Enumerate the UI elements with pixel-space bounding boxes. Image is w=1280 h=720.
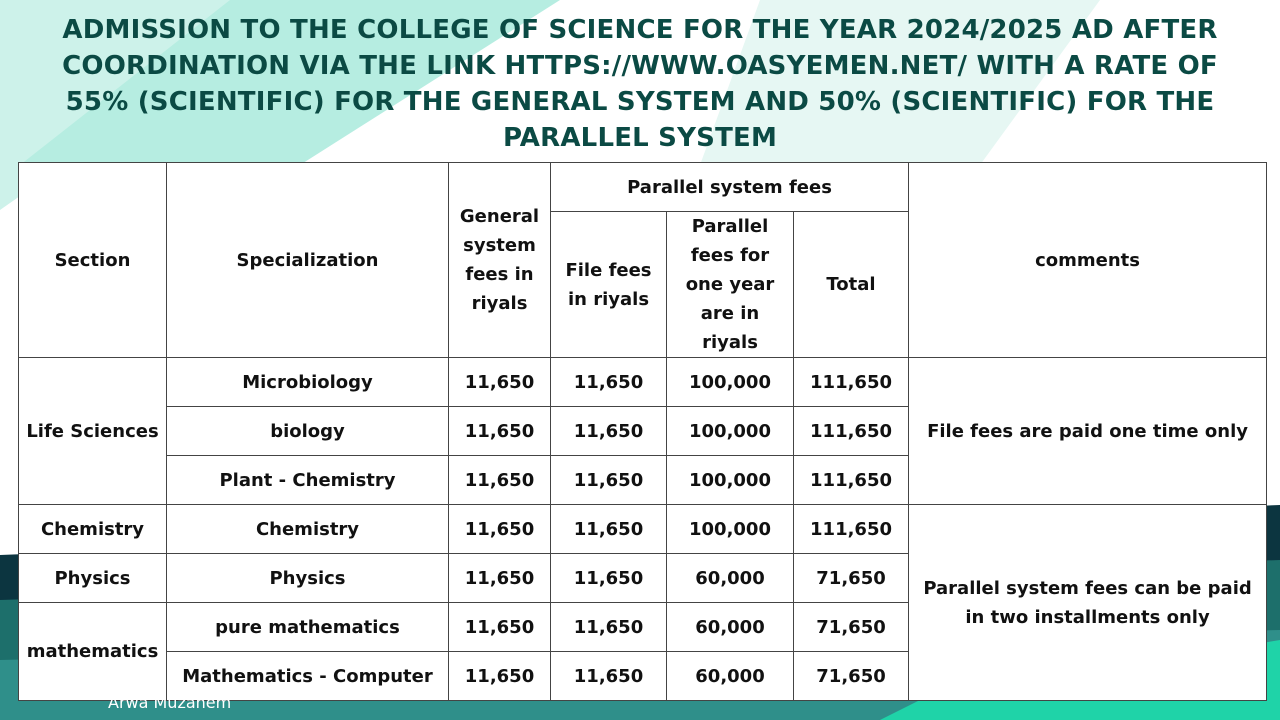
general-fees-cell: 11,650	[449, 358, 551, 407]
fees-table	[18, 162, 1267, 701]
total-cell: 71,650	[794, 603, 909, 652]
parallel-fees-cell: 100,000	[667, 505, 794, 554]
header-parallel-year: Parallel fees for one year are in riyals	[667, 212, 794, 358]
table-row	[19, 505, 1267, 554]
header-total: Total	[794, 212, 909, 358]
header-general-fees: General system fees in riyals	[449, 163, 551, 358]
specialization-cell: Chemistry	[167, 505, 449, 554]
parallel-fees-cell: 60,000	[667, 554, 794, 603]
general-fees-cell: 11,650	[449, 407, 551, 456]
table-row	[19, 358, 1267, 407]
header-file-fees: File fees in riyals	[551, 212, 667, 358]
section-cell: Life Sciences	[19, 358, 167, 505]
total-cell: 71,650	[794, 554, 909, 603]
section-cell: mathematics	[19, 603, 167, 701]
specialization-cell: Plant - Chemistry	[167, 456, 449, 505]
parallel-fees-cell: 100,000	[667, 358, 794, 407]
total-cell: 111,650	[794, 505, 909, 554]
specialization-cell: pure mathematics	[167, 603, 449, 652]
parallel-fees-cell: 100,000	[667, 407, 794, 456]
section-cell: Physics	[19, 554, 167, 603]
general-fees-cell: 11,650	[449, 652, 551, 701]
comment-cell: File fees are paid one time only	[909, 358, 1267, 505]
specialization-cell: Mathematics - Computer	[167, 652, 449, 701]
total-cell: 111,650	[794, 358, 909, 407]
specialization-cell: Physics	[167, 554, 449, 603]
section-cell: Chemistry	[19, 505, 167, 554]
specialization-cell: biology	[167, 407, 449, 456]
general-fees-cell: 11,650	[449, 505, 551, 554]
file-fees-cell: 11,650	[551, 505, 667, 554]
file-fees-cell: 11,650	[551, 554, 667, 603]
file-fees-cell: 11,650	[551, 358, 667, 407]
total-cell: 111,650	[794, 407, 909, 456]
file-fees-cell: 11,650	[551, 603, 667, 652]
header-comments: comments	[909, 163, 1267, 358]
general-fees-cell: 11,650	[449, 554, 551, 603]
file-fees-cell: 11,650	[551, 456, 667, 505]
header-section: Section	[19, 163, 167, 358]
total-cell: 71,650	[794, 652, 909, 701]
header-specialization: Specialization	[167, 163, 449, 358]
file-fees-cell: 11,650	[551, 407, 667, 456]
comment-cell: Parallel system fees can be paid in two installments only	[909, 505, 1267, 701]
parallel-fees-cell: 60,000	[667, 603, 794, 652]
specialization-cell: Microbiology	[167, 358, 449, 407]
general-fees-cell: 11,650	[449, 456, 551, 505]
general-fees-cell: 11,650	[449, 603, 551, 652]
parallel-fees-cell: 60,000	[667, 652, 794, 701]
table-header-row	[19, 163, 1267, 212]
total-cell: 111,650	[794, 456, 909, 505]
parallel-fees-cell: 100,000	[667, 456, 794, 505]
page-title: ADMISSION TO THE COLLEGE OF SCIENCE FOR THE YEAR 2024/2025 AD AFTER COORDINATION VIA THE LINK HTTPS://WWW.OASYEMEN.NET/ WITH A RATE OF 55% (SCIENTIFIC) FOR THE GENERAL SYSTEM AND 50% (SCIENTIFIC) FOR THE PARALLEL SYSTEM	[62, 15, 1218, 153]
file-fees-cell: 11,650	[551, 652, 667, 701]
header-parallel-group: Parallel system fees	[551, 163, 909, 212]
author-credit: Arwa Muzahem	[108, 693, 232, 712]
